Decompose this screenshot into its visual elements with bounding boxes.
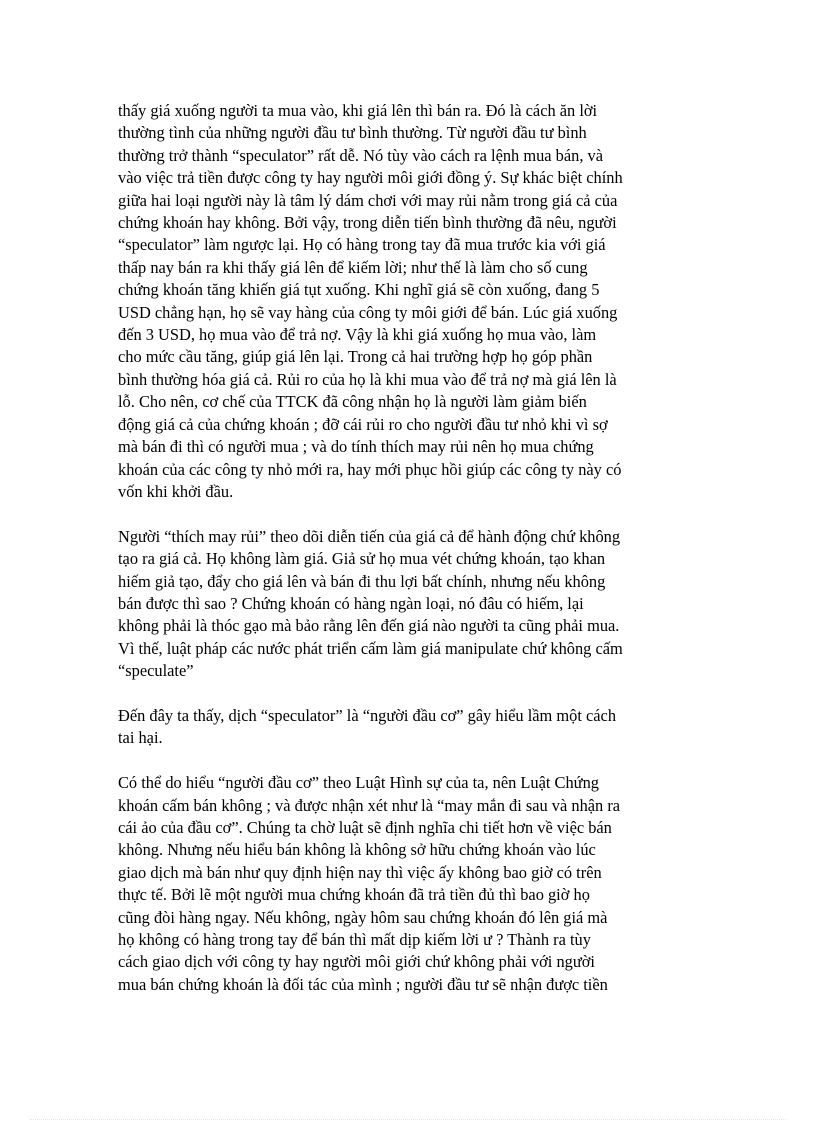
document-body bbox=[118, 100, 718, 1019]
text-line: chứng khoán tăng khiến giá tụt xuống. Khi nghĩ giá sẽ còn xuống, đang 5 bbox=[118, 280, 600, 300]
text-line: Có thể do hiểu “người đầu cơ” theo Luật Hình sự của ta, nên Luật Chứng bbox=[118, 773, 599, 793]
text-line: thường trở thành “speculator” rất dễ. Nó tùy vào cách ra lệnh mua bán, và bbox=[118, 145, 603, 165]
text-line: thực tế. Bởi lẽ một người mua chứng khoán đã trả tiền đủ thì bao giờ họ bbox=[118, 885, 590, 905]
text-line: vốn khi khởi đầu. bbox=[118, 481, 234, 501]
text-line: đến 3 USD, họ mua vào để trả nợ. Vậy là khi giá xuống họ mua vào, làm bbox=[118, 325, 597, 345]
text-line: họ không có hàng trong tay để bán thì mất dịp kiếm lời ư ? Thành ra tùy bbox=[118, 929, 591, 949]
text-line: cho mức cầu tăng, giúp giá lên lại. Trong cả hai trường hợp họ góp phần bbox=[118, 347, 593, 367]
text-line: cái ảo của đầu cơ”. Chúng ta chờ luật sẽ định nghĩa chi tiết hơn về việc bán bbox=[118, 817, 612, 837]
text-line: cũng đòi hàng ngay. Nếu không, ngày hôm sau chứng khoán đó lên giá mà bbox=[118, 907, 608, 927]
text-line: Người “thích may rủi” theo dõi diễn tiến của giá cả để hành động chứ không bbox=[118, 526, 621, 546]
text-line: động giá cả của chứng khoán ; đỡ cái rủi ro cho người đầu tư nhỏ khi vì sợ bbox=[118, 414, 608, 434]
text-line: mua bán chứng khoán là đối tác của mình ; người đầu tư sẽ nhận được tiền bbox=[118, 974, 608, 994]
text-line: thấp nay bán ra khi thấy giá lên để kiếm lời; như thế là làm cho số cung bbox=[118, 257, 588, 277]
text-line: giao dịch mà bán như quy định hiện nay thì việc ấy không bao giờ có trên bbox=[118, 862, 602, 882]
text-line: không. Nhưng nếu hiểu bán không là không sở hữu chứng khoán vào lúc bbox=[118, 840, 596, 860]
text-line: thấy giá xuống người ta mua vào, khi giá lên thì bán ra. Đó là cách ăn lời bbox=[118, 101, 598, 120]
paragraph bbox=[118, 526, 718, 683]
text-line: tai hại. bbox=[118, 728, 163, 748]
text-line: tạo ra giá cả. Họ không làm giá. Giả sử họ mua vét chứng khoán, tạo khan bbox=[118, 549, 606, 569]
text-line: hiếm giả tạo, đẩy cho giá lên và bán đi thu lợi bất chính, nhưng nếu không bbox=[118, 571, 606, 591]
text-line: mà bán đi thì có người mua ; và do tính thích may rủi nên họ mua chứng bbox=[118, 437, 594, 457]
text-line: thường tình của những người đầu tư bình thường. Từ người đầu tư bình bbox=[118, 123, 587, 143]
text-line: “speculate” bbox=[118, 661, 194, 681]
text-line: bán được thì sao ? Chứng khoán có hàng ngàn loại, nó đâu có hiếm, lại bbox=[118, 593, 584, 613]
text-line: vào việc trả tiền được công ty hay người môi giới đồng ý. Sự khác biệt chính bbox=[118, 168, 623, 188]
text-line: khoán của các công ty nhỏ mới ra, hay mới phục hồi giúp các công ty này có bbox=[118, 459, 622, 479]
text-line: USD chẳng hạn, họ sẽ vay hàng của công ty môi giới để bán. Lúc giá xuống bbox=[118, 302, 618, 322]
text-line: Đến đây ta thấy, dịch “speculator” là “người đầu cơ” gây hiểu lầm một cách bbox=[118, 705, 617, 725]
text-line: chứng khoán hay không. Bởi vậy, trong diễn tiến bình thường đã nêu, người bbox=[118, 213, 617, 233]
paragraph bbox=[118, 705, 718, 750]
paragraph bbox=[118, 772, 718, 996]
text-line: “speculator” làm ngược lại. Họ có hàng trong tay đã mua trước kia với giá bbox=[118, 235, 606, 255]
text-line: cách giao dịch với công ty hay người môi giới chứ không phải với người bbox=[118, 952, 595, 972]
text-line: giữa hai loại người này là tâm lý dám chơi với may rủi nằm trong giá cả của bbox=[118, 190, 618, 210]
page-bottom-divider bbox=[30, 1119, 786, 1120]
paragraph bbox=[118, 100, 718, 503]
text-line: lỗ. Cho nên, cơ chế của TTCK đã công nhận họ là người làm giảm biến bbox=[118, 392, 587, 412]
text-line: khoán cấm bán không ; và được nhận xét như là “may mắn đi sau và nhận ra bbox=[118, 795, 621, 815]
text-line: bình thường hóa giá cả. Rủi ro của họ là khi mua vào để trả nợ mà giá lên là bbox=[118, 369, 617, 389]
text-line: không phải là thóc gạo mà bảo rằng lên đến giá nào người ta cũng phải mua. bbox=[118, 616, 620, 636]
text-line: Vì thế, luật pháp các nước phát triển cấm làm giá manipulate chứ không cấm bbox=[118, 638, 623, 658]
